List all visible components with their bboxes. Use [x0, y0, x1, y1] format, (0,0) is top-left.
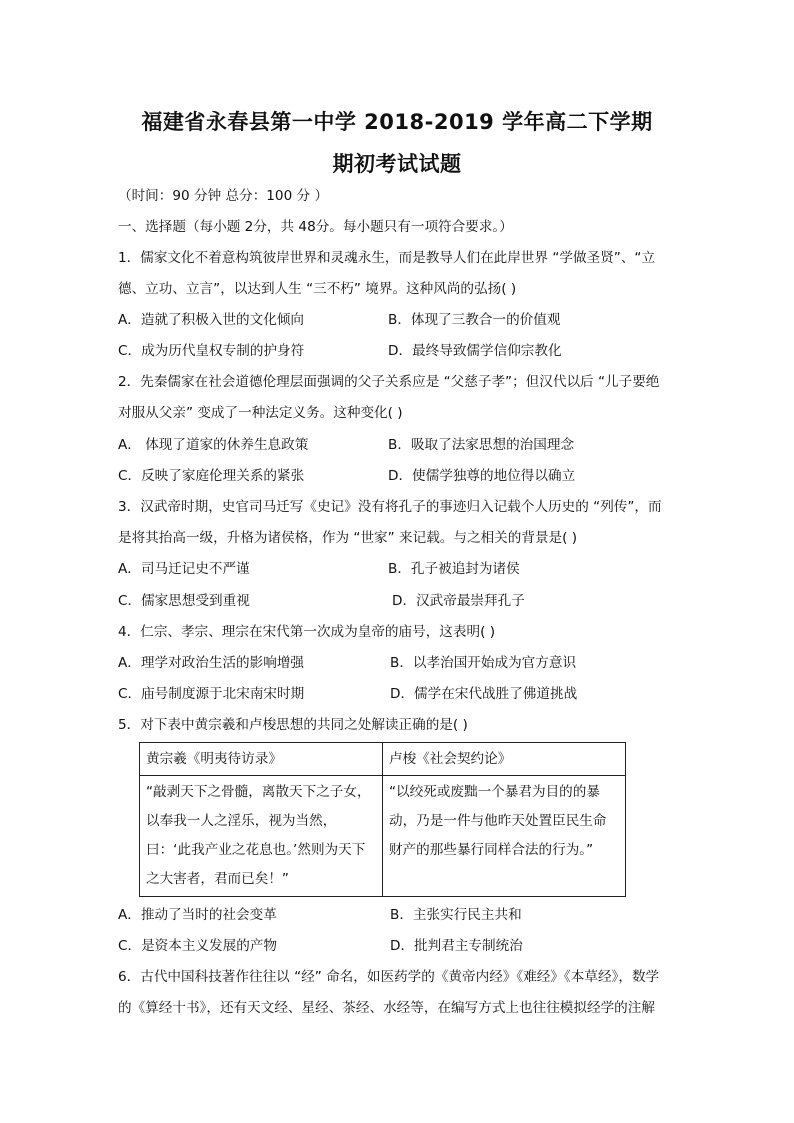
question-1-stem-line-2: 德、立功、立言”，以达到人生 “三不朽” 境界。这种风尚的弘扬( ) [118, 281, 517, 297]
section-heading: 一、选择题（每小题 2分，共 48分。每小题只有一项符合要求。） [118, 219, 513, 235]
question-2-option-b: B．吸取了法家思想的治国理念 [388, 437, 575, 453]
question-4-option-a: A．理学对政治生活的影响增强 [118, 655, 305, 671]
question-3-option-c: C．儒家思想受到重视 [118, 593, 250, 609]
question-2-stem-line-2: 对服从父亲” 变成了一种法定义务。这种变化( ) [118, 405, 403, 421]
question-2-stem-line-1: 2．先秦儒家在社会道德伦理层面强调的父子关系应是 “父慈子孝”；但汉代以后 “儿子要绝 [118, 374, 660, 390]
question-1-option-a: A．造就了积极入世的文化倾向 [118, 312, 305, 328]
question-1-option-d: D．最终导致儒学信仰宗教化 [388, 343, 562, 359]
question-5-option-c: C．是资本主义发展的产物 [118, 938, 278, 954]
comparison-table [139, 742, 626, 897]
question-3-stem-line-1: 3．汉武帝时期，史官司马迁写《史记》没有将孔子的事迹归入记载个人历史的 “列传”，而 [118, 499, 662, 515]
question-2-option-a: A． 体现了道家的休养生息政策 [118, 437, 309, 453]
question-2-option-c: C．反映了家庭伦理关系的紧张 [118, 468, 305, 484]
question-4-option-c: C．庙号制度源于北宋南宋时期 [118, 686, 305, 702]
question-1-option-c: C．成为历代皇权专制的护身符 [118, 343, 305, 359]
table-cell-huang-quote [140, 776, 383, 897]
question-1-stem-line-1: 1．儒家文化不着意构筑彼岸世界和灵魂永生，而是教导人们在此岸世界 “学做圣贤”、“立 [118, 250, 656, 266]
question-3-option-b: B．孔子被追封为诸侯 [388, 561, 520, 577]
question-1-option-b: B．体现了三教合一的价值观 [388, 312, 561, 328]
question-4-stem: 4．仁宗、孝宗、理宗在宋代第一次成为皇帝的庙号，这表明( ) [118, 624, 496, 640]
question-5-stem: 5．对下表中黄宗羲和卢梭思想的共同之处解读正确的是( ) [118, 717, 468, 733]
question-4-option-b: B．以孝治国开始成为官方意识 [390, 655, 577, 671]
page-subtitle: 期初考试试题 [332, 152, 462, 176]
exam-info: （时间：90 分钟 总分：100 分 ） [118, 188, 329, 204]
question-3-option-d: D．汉武帝最崇拜孔子 [392, 593, 525, 609]
question-5-option-d: D．批判君主专制统治 [390, 938, 523, 954]
question-3-stem-line-2: 是将其抬高一级，升格为诸侯格，作为 “世家” 来记载。与之相关的背景是( ) [118, 530, 578, 546]
rousseau-quote-text: “以绞死或废黜一个暴君为目的的暴动，乃是一件与他昨天处置臣民生命财产的那些暴行同样合法的行为。” [389, 784, 607, 858]
question-3-option-a: A．司马迁记史不严谨 [118, 561, 250, 577]
table-header-rousseau: 卢梭《社会契约论》 [383, 743, 626, 776]
question-4-option-d: D．儒学在宋代战胜了佛道挑战 [390, 686, 578, 702]
question-2-option-d: D．使儒学独尊的地位得以确立 [388, 468, 576, 484]
page-title: 福建省永春县第一中学 2018-2019 学年高二下学期 [141, 110, 653, 134]
huang-quote-text: “敲剥天下之骨髓，离散天下之子女，以奉我一人之淫乐，视为当然，曰：‘此我产业之花息也。’然则为天下之大害者，君而已矣！” [146, 784, 371, 887]
question-5-option-b: B．主张实行民主共和 [390, 907, 522, 923]
question-6-stem-line-2: 的《算经十书》，还有天文经、星经、茶经、水经等，在编写方式上也往往模拟经学的注解 [118, 1000, 655, 1016]
table-header-huang: 黄宗羲《明夷待访录》 [140, 743, 383, 776]
table-cell-rousseau-quote [383, 776, 626, 897]
question-5-option-a: A．推动了当时的社会变革 [118, 907, 277, 923]
question-6-stem-line-1: 6．古代中国科技著作往往以 “经” 命名，如医药学的《黄帝内经》《难经》《本草经》，数学 [118, 969, 660, 985]
